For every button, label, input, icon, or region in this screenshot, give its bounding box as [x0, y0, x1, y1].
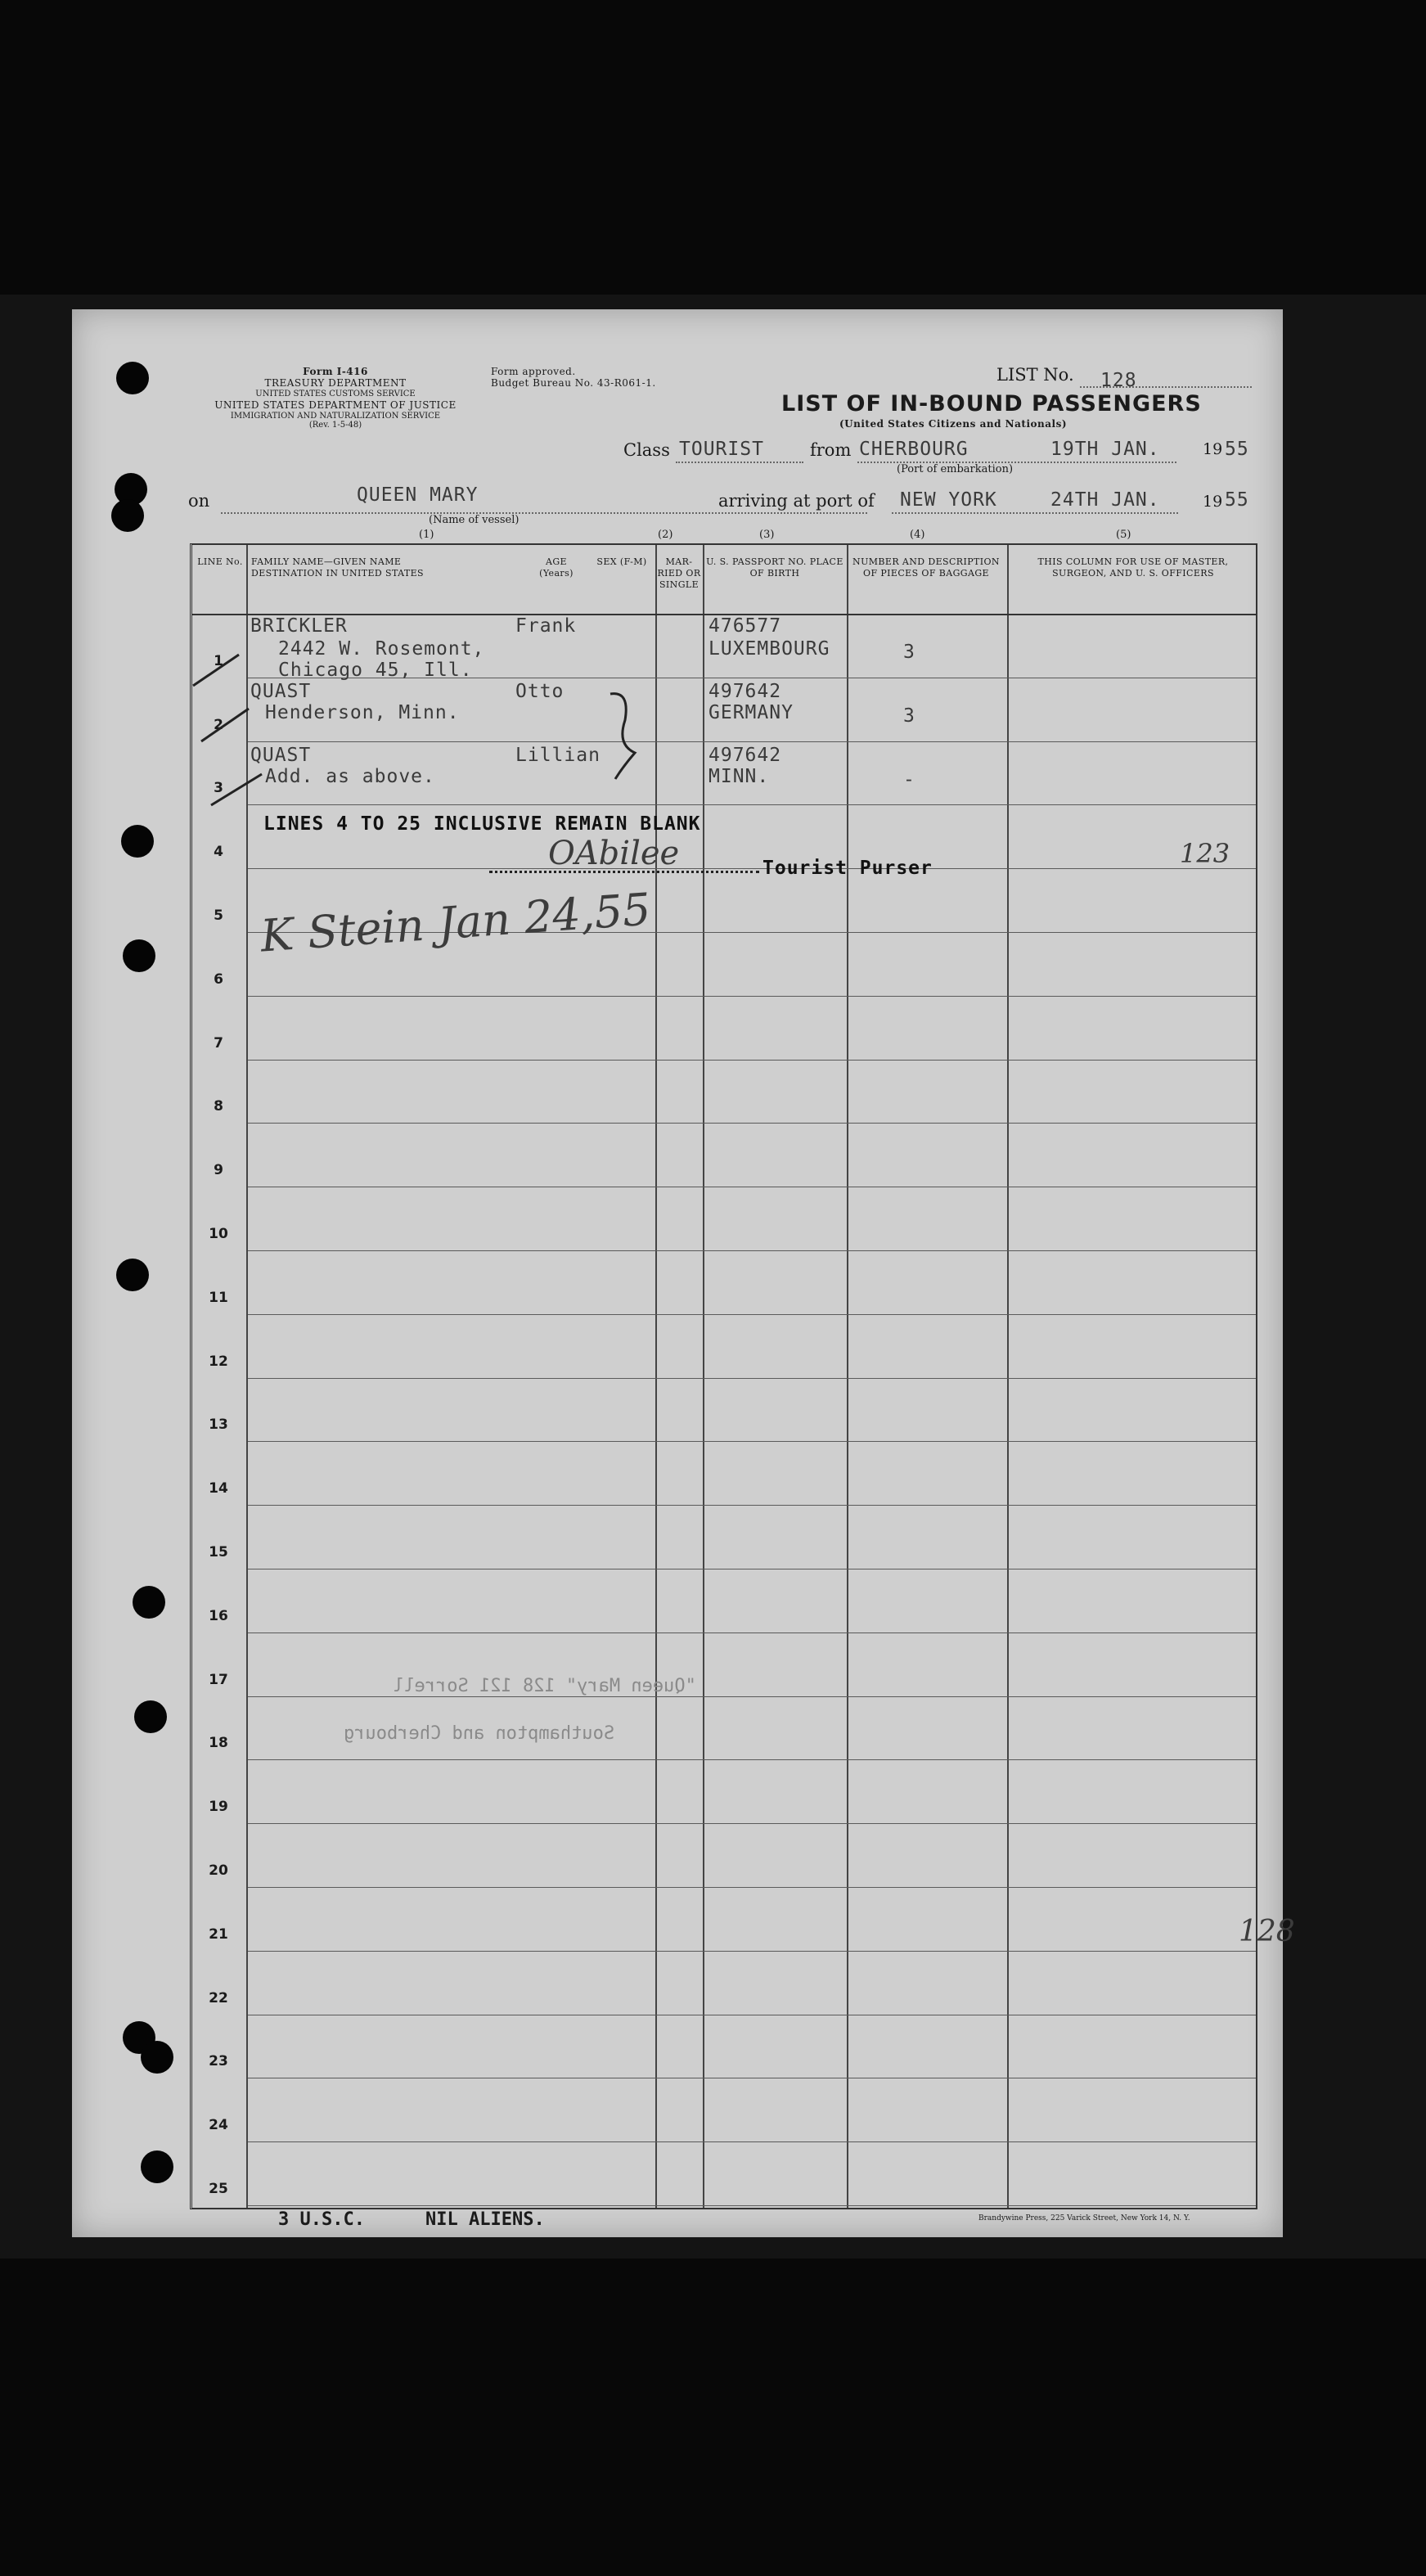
- col-head-married: MAR-RIED OR SINGLE: [657, 556, 701, 590]
- family-name: QUAST: [250, 745, 312, 766]
- line-number: 8: [214, 1098, 223, 1115]
- bleed-through-text: Southampton and Cherbourg: [344, 1723, 615, 1744]
- table-row-rule: [248, 1314, 1256, 1315]
- birthplace: MINN.: [709, 766, 770, 787]
- year-2: 55: [1225, 489, 1249, 511]
- table-row-rule: [248, 1759, 1256, 1760]
- arrival-date: 24TH JAN.: [1050, 489, 1160, 511]
- table-row-rule: [248, 1823, 1256, 1824]
- officer-mark: 123: [1180, 838, 1230, 869]
- punch-hole: [116, 1259, 149, 1291]
- address-line: Henderson, Minn.: [265, 702, 460, 723]
- bleed-through-text: "Queen Mary" 128 121 Sorrell: [393, 1676, 696, 1696]
- table-row-rule: [248, 1123, 1256, 1124]
- list-number-label: LIST No.: [996, 365, 1074, 385]
- line-number: 18: [209, 1735, 228, 1752]
- vessel-line: [221, 512, 867, 514]
- col-head-name: FAMILY NAME—GIVEN NAME DESTINATION IN UNITED STATES: [251, 556, 424, 579]
- punch-hole: [134, 1700, 167, 1733]
- given-name: Lillian: [515, 745, 601, 766]
- line-number: 13: [209, 1416, 228, 1434]
- passport-number: 476577: [709, 615, 782, 637]
- column-divider: [847, 545, 848, 2208]
- table-row-rule: [248, 868, 1256, 869]
- punch-hole: [141, 2041, 173, 2074]
- col-head-sex: SEX (F-M): [596, 556, 647, 567]
- vessel-caption: (Name of vessel): [429, 514, 520, 526]
- arrival-port: NEW YORK: [900, 489, 997, 511]
- baggage-count: -: [903, 769, 915, 790]
- line-number: 1: [214, 652, 223, 669]
- family-name: BRICKLER: [250, 615, 348, 637]
- line-number: 22: [209, 1989, 228, 2006]
- line-number: 21: [209, 1925, 228, 1943]
- given-name: Otto: [515, 681, 565, 702]
- given-name: Frank: [515, 615, 577, 637]
- line-number: 14: [209, 1480, 228, 1497]
- purser-title: Tourist Purser: [762, 858, 933, 879]
- address-line: Chicago 45, Ill.: [278, 660, 473, 681]
- footer-aliens: NIL ALIENS.: [425, 2209, 545, 2230]
- table-row-rule: [248, 1378, 1256, 1379]
- col-head-age: AGE (Years): [539, 556, 574, 579]
- class-label: Class: [623, 440, 670, 460]
- punch-hole: [116, 362, 149, 394]
- column-number-4: (4): [910, 529, 925, 541]
- film-top-band: [0, 0, 1426, 295]
- line-number: 25: [209, 2181, 228, 2197]
- table-row-rule: [248, 2205, 1256, 2206]
- table-row-rule: [248, 1887, 1256, 1888]
- passenger-table: [190, 543, 1257, 2209]
- revision-label: (Rev. 1-5-48): [308, 421, 362, 430]
- col-head-passport: U. S. PASSPORT NO. PLACE OF BIRTH: [706, 556, 843, 579]
- line-number: 10: [209, 1226, 228, 1242]
- manifest-title: LIST OF IN-BOUND PASSENGERS: [781, 391, 1202, 417]
- customs-label: UNITED STATES CUSTOMS SERVICE: [255, 389, 416, 399]
- punch-hole: [141, 2150, 173, 2183]
- line-number: 23: [209, 2053, 228, 2070]
- line-number: 24: [209, 2117, 228, 2134]
- column-number-2: (2): [658, 529, 673, 541]
- punch-hole: [121, 825, 154, 858]
- punch-hole: [133, 1586, 165, 1619]
- vessel-name: QUEEN MARY: [357, 484, 479, 506]
- column-divider: [655, 545, 657, 2208]
- line-number: 20: [209, 1862, 228, 1879]
- table-row-rule: [248, 1060, 1256, 1061]
- passport-number: 497642: [709, 745, 782, 766]
- bracket-mark: [605, 687, 646, 786]
- table-row-rule: [248, 996, 1256, 997]
- manifest-subtitle: (United States Citizens and Nationals): [839, 418, 1067, 430]
- col-head-line: LINE No.: [197, 556, 243, 567]
- line-number: 7: [214, 1034, 223, 1052]
- line-number: 17: [209, 1671, 228, 1688]
- form-number: Form I-416: [303, 366, 368, 377]
- line-number: 4: [214, 844, 223, 861]
- passport-number: 497642: [709, 681, 782, 702]
- column-number-5: (5): [1116, 529, 1131, 541]
- table-row-rule: [248, 1951, 1256, 1952]
- departure-date: 19TH JAN.: [1050, 439, 1160, 460]
- embarkation-port: CHERBOURG: [859, 439, 969, 460]
- line-number: 5: [214, 907, 223, 924]
- table-row-rule: [248, 741, 1256, 742]
- blank-lines-statement: LINES 4 TO 25 INCLUSIVE REMAIN BLANK: [263, 813, 701, 835]
- family-name: QUAST: [250, 681, 312, 702]
- baggage-count: 3: [903, 642, 915, 663]
- line-number: 3: [214, 780, 223, 797]
- year-prefix-1: 19: [1203, 440, 1223, 458]
- line-number: 9: [214, 1162, 223, 1179]
- column-number-3: (3): [759, 529, 775, 541]
- line-number: 15: [209, 1544, 228, 1560]
- column-number-1: (1): [419, 529, 434, 541]
- year-1: 55: [1225, 439, 1249, 460]
- birthplace: GERMANY: [709, 702, 794, 723]
- line-number: 6: [214, 971, 223, 988]
- punch-hole: [111, 499, 144, 532]
- table-row-rule: [248, 1441, 1256, 1442]
- line-number: 12: [209, 1353, 228, 1370]
- budget-label: Budget Bureau No. 43-R061-1.: [491, 376, 656, 389]
- from-label: from: [810, 440, 852, 460]
- film-bottom-band: [0, 2259, 1426, 2576]
- col-head-officers: THIS COLUMN FOR USE OF MASTER, SURGEON, AND U. S. OFFICERS: [1037, 556, 1229, 579]
- address-line: Add. as above.: [265, 766, 435, 787]
- footer-count: 3 U.S.C.: [278, 2209, 365, 2230]
- address-line: 2442 W. Rosemont,: [278, 638, 485, 660]
- baggage-count: 3: [903, 705, 915, 727]
- approved-label: Form approved.: [491, 366, 576, 377]
- arriving-label: arriving at port of: [718, 491, 875, 511]
- column-divider: [703, 545, 704, 2208]
- treasury-label: TREASURY DEPARTMENT: [264, 376, 407, 389]
- form-header-agencies: [180, 367, 491, 430]
- inspector-note: K Stein Jan 24,55: [259, 883, 653, 962]
- check-marks: [188, 622, 286, 810]
- col-head-baggage: NUMBER AND DESCRIPTION OF PIECES OF BAGGAGE: [852, 556, 1000, 579]
- list-number-value: 128: [1100, 370, 1137, 391]
- printer-imprint: Brandywine Press, 225 Varick Street, New York 14, N. Y.: [978, 2214, 1190, 2222]
- on-label: on: [188, 491, 210, 511]
- arrival-line: [892, 512, 1178, 514]
- table-row-rule: [248, 804, 1256, 805]
- year-prefix-2: 19: [1203, 493, 1223, 511]
- form-approval: [491, 367, 679, 390]
- embarkation-caption: (Port of embarkation): [897, 463, 1014, 475]
- page-mark: 128: [1239, 1915, 1295, 1948]
- table-row-rule: [248, 1250, 1256, 1251]
- class-line: [676, 462, 803, 463]
- ins-label: IMMIGRATION AND NATURALIZATION SERVICE: [230, 411, 441, 421]
- purser-signature: OAbilee: [548, 835, 680, 872]
- birthplace: LUXEMBOURG: [709, 638, 830, 660]
- line-number: 2: [214, 716, 223, 733]
- column-divider: [1007, 545, 1009, 2208]
- class-value: TOURIST: [679, 439, 764, 460]
- justice-label: UNITED STATES DEPARTMENT OF JUSTICE: [214, 399, 457, 412]
- line-number: 16: [209, 1607, 228, 1624]
- table-row-rule: [248, 1505, 1256, 1506]
- punch-hole: [123, 939, 155, 972]
- line-number: 11: [209, 1289, 228, 1306]
- line-number: 19: [209, 1799, 228, 1816]
- table-row-rule: [248, 2141, 1256, 2142]
